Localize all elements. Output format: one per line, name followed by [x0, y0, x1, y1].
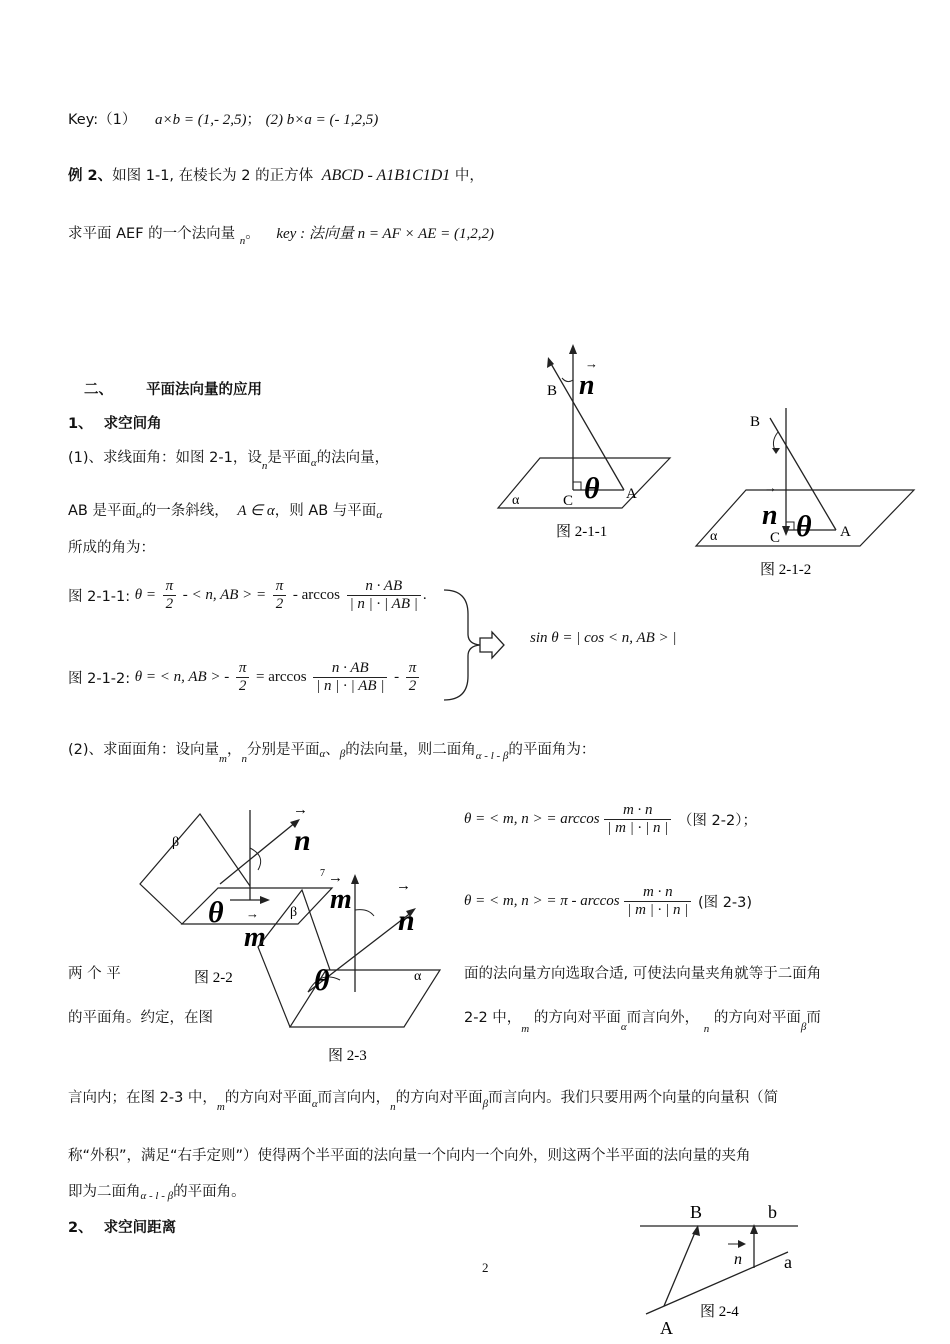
- svg-text:n: n: [762, 500, 778, 531]
- subsection-heading-1: 1、 求空间角: [68, 416, 162, 432]
- svg-text:n: n: [398, 904, 415, 937]
- cube-name: ABCD - A1B1C1D1: [321, 167, 451, 184]
- svg-text:→: →: [764, 480, 777, 495]
- figure-2-3: [250, 860, 450, 1070]
- svg-text:a: a: [784, 1252, 792, 1272]
- para9: 即为二面角$_{\alpha - l - \beta}$的平面角。: [68, 1184, 246, 1202]
- normal-vector-key: key : 法向量 n = AF × AE = (1,2,2): [276, 226, 495, 242]
- svg-text:θ: θ: [314, 964, 330, 997]
- example-2-line: 例 2、如图 1-1, 在棱长为 2 的正方体 ABCD - A1B1C1D1 中，: [68, 167, 484, 184]
- svg-text:B: B: [547, 383, 558, 399]
- paragraph-line-result: 所成的角为：: [68, 540, 155, 556]
- formula-2-1-2: 图 2-1-2: θ = < n, AB > - $\frac{\pi}{2}$ = arccos $\frac{n \cdot AB}{| n | \cdot | AB |}$ - $\frac{\pi}{2}$: [68, 660, 421, 695]
- para8: 称“外积”，满足“右手定则”）使得两个半平面的法向量一个向内一个向外，则这两个半平面的法向量的夹角: [68, 1148, 751, 1164]
- figure-2-1-1: [490, 340, 680, 550]
- svg-text:α: α: [512, 493, 520, 508]
- svg-text:n: n: [294, 824, 311, 857]
- svg-text:b: b: [768, 1202, 777, 1222]
- fig211-n-label: n: [579, 370, 595, 401]
- cross-product-ab: a×b = (1,- 2,5): [154, 112, 247, 128]
- svg-text:A: A: [840, 524, 851, 540]
- para5-right: 面的法向量方向选取合适, 可使法向量夹角就等于二面角: [464, 966, 822, 982]
- cross-product-ba: (2) b×a = (- 1,2,5): [265, 112, 379, 128]
- svg-text:β: β: [172, 835, 180, 850]
- svg-text:m: m: [244, 922, 266, 953]
- svg-text:β: β: [290, 905, 298, 920]
- para6-right: 2-2 中，$_m$ 的方向对平面$_\alpha$而言向外， $_n$ 的方向对平面$_\beta$而: [464, 1010, 821, 1035]
- svg-text:n: n: [734, 1251, 742, 1268]
- svg-text:B: B: [750, 414, 761, 430]
- svg-text:C: C: [770, 530, 781, 546]
- figure-2-4: [630, 1196, 810, 1342]
- svg-text:A: A: [660, 1318, 673, 1338]
- formula-2-1-1: 图 2-1-1: θ = $\frac{\pi}{2}$ - < n, AB > = $\frac{\pi}{2}$ - arccos $\frac{n \cdot AB}{| n | \cdot | AB |}$ .: [68, 578, 427, 612]
- page-number: 2: [482, 1260, 489, 1275]
- svg-text:图 2-1-1: 图 2-1-1: [556, 524, 608, 540]
- formula-2-3: θ = < m, n > = π - arccos $\frac{m \cdot n}{| m | \cdot | n |}$ (图 2-3): [464, 884, 753, 918]
- key-line-1: Key:（1） a×b = (1,- 2,5)； (2) b×a = (- 1,2,5): [68, 112, 379, 128]
- para7: 言向内；在图 2-3 中，$_m$的方向对平面$_\alpha$而言向内，$_n$的方向对平面$_\beta$而言向内。我们只要用两个向量的向量积（简: [68, 1090, 779, 1113]
- svg-text:B: B: [690, 1202, 703, 1222]
- svg-text:α: α: [710, 529, 718, 544]
- svg-text:m: m: [330, 884, 352, 915]
- svg-text:C: C: [563, 493, 574, 509]
- svg-text:→: →: [293, 802, 308, 818]
- svg-text:图 2-3: 图 2-3: [328, 1048, 367, 1064]
- section-heading: 二、 平面法向量的应用: [84, 382, 263, 398]
- svg-text:A: A: [626, 486, 637, 502]
- para5-left: 两 个 平: [68, 966, 121, 982]
- subsection-heading-2: 2、 求空间距离: [68, 1220, 177, 1236]
- paragraph-line-angle: (1)、求线面角：如图 2-1，设$_n$是平面$_\alpha$的法向量，: [68, 450, 390, 472]
- svg-text:θ: θ: [208, 896, 224, 929]
- figure-2-1-2: [690, 402, 920, 582]
- svg-text:→: →: [328, 870, 343, 886]
- svg-text:θ: θ: [584, 472, 600, 505]
- svg-text:图 2-1-2: 图 2-1-2: [760, 562, 812, 578]
- svg-text:7: 7: [320, 868, 325, 879]
- paragraph-line-oblique: AB 是平面$_\alpha$的一条斜线， A ∈ α，则 AB 与平面$_\alpha$: [68, 503, 383, 521]
- conclusion-formula: sin θ = | cos < n, AB > |: [530, 630, 677, 646]
- formula-2-2: θ = < m, n > = arccos $\frac{m \cdot n}{| m | \cdot | n |}$ （图 2-2）；: [464, 802, 757, 836]
- svg-text:α: α: [414, 969, 422, 984]
- svg-text:→: →: [585, 356, 598, 371]
- svg-text:→: →: [396, 878, 411, 894]
- brace-arrow-graphic: [440, 588, 510, 702]
- para6-left: 的平面角。约定，在图: [68, 1010, 213, 1026]
- example-2-question: 求平面 AEF 的一个法向量 $_n$。 key : 法向量 n = AF × AE = (1,2,2): [68, 226, 495, 247]
- svg-text:θ: θ: [796, 510, 812, 543]
- svg-text:图 2-2: 图 2-2: [194, 970, 233, 986]
- paragraph-line-dihedral: (2)、求面面角：设向量$_m$，$_n$分别是平面$_\alpha$、$_\beta$的法向量，则二面角$_{\alpha - l - \beta}$的平面角为：: [68, 742, 596, 765]
- svg-text:图 2-4: 图 2-4: [700, 1304, 739, 1320]
- svg-text:→: →: [246, 906, 259, 921]
